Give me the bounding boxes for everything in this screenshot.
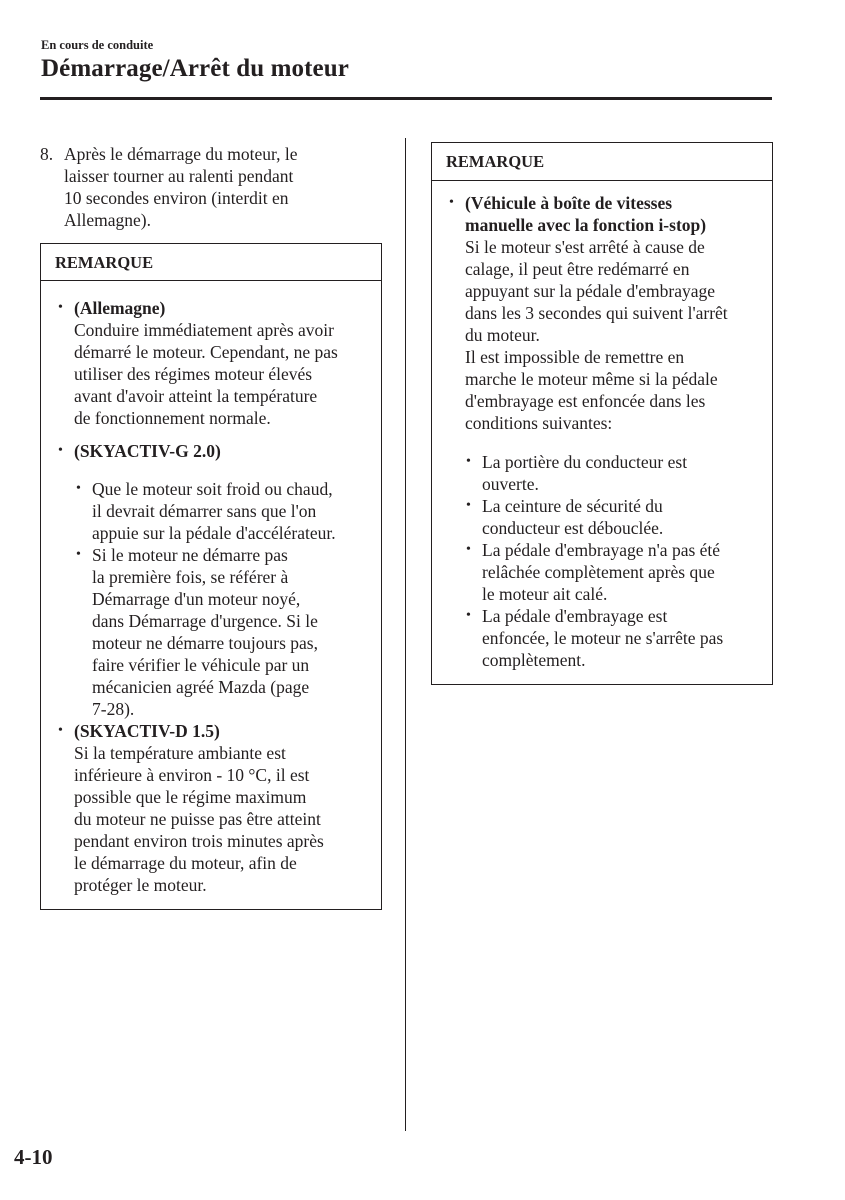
text-line: la première fois, se référer à [92, 567, 289, 587]
text-line: ouverte. [482, 474, 539, 494]
text-line: Si la température ambiante est [74, 743, 286, 763]
note-header: REMARQUE [432, 143, 772, 181]
text-line: appuie sur la pédale d'accélérateur. [92, 523, 336, 543]
note-header: REMARQUE [41, 244, 381, 281]
bullet-icon: • [466, 454, 471, 469]
text-line: enfoncée, le moteur ne s'arrête pas [482, 628, 724, 648]
page-title: Démarrage/Arrêt du moteur [41, 55, 349, 82]
text-line: avant d'avoir atteint la température [74, 386, 318, 406]
text-line: il devrait démarrer sans que l'on [92, 501, 317, 521]
text-line: de fonctionnement normale. [74, 408, 271, 428]
text-line: La portière du conducteur est [482, 452, 688, 472]
text-line: dans Démarrage d'urgence. Si le [92, 611, 318, 631]
text-line: La ceinture de sécurité du [482, 496, 663, 516]
bullet-icon: • [76, 547, 81, 562]
text-line: 7-28). [92, 699, 135, 719]
text-line: Que le moteur soit froid ou chaud, [92, 479, 333, 499]
note-box-left [40, 243, 382, 910]
text-line: du moteur ne puisse pas être atteint [74, 809, 321, 829]
step-number: 8. [40, 144, 54, 164]
bullet-icon: • [466, 542, 471, 557]
text-line: du moteur. [465, 325, 540, 345]
text-line: faire vérifier le véhicule par un [92, 655, 310, 675]
note-box-right [431, 142, 773, 685]
text-line: Il est impossible de remettre en [465, 347, 685, 367]
bullet-icon: • [466, 498, 471, 513]
section-label: En cours de conduite [41, 38, 154, 52]
text-line: le démarrage du moteur, afin de [74, 853, 297, 873]
step-text [64, 143, 364, 231]
text-line: Si le moteur s'est arrêté à cause de [465, 237, 705, 257]
text-line: laisser tourner au ralenti pendant [64, 166, 294, 186]
text-line: inférieure à environ - 10 °C, il est [74, 765, 310, 785]
title-rule [40, 97, 772, 100]
text-line: utiliser des régimes moteur élevés [74, 364, 313, 384]
text-line: complètement. [482, 650, 586, 670]
text-line: 10 secondes environ (interdit en [64, 188, 289, 208]
text-line: marche le moteur même si la pédale [465, 369, 718, 389]
text-line: possible que le régime maximum [74, 787, 307, 807]
text-line: Allemagne). [64, 210, 151, 230]
bullet-icon: • [449, 195, 454, 210]
bullet-title: (Allemagne) [74, 298, 166, 318]
text-line: Conduire immédiatement après avoir [74, 320, 334, 340]
text-line: conditions suivantes: [465, 413, 613, 433]
text-line: relâchée complètement après que [482, 562, 715, 582]
text-line: démarré le moteur. Cependant, ne pas [74, 342, 338, 362]
bullet-title: (SKYACTIV-D 1.5) [74, 721, 220, 741]
text-line: Démarrage d'un moteur noyé, [92, 589, 301, 609]
text-line: le moteur ait calé. [482, 584, 608, 604]
page-number: 4-10 [14, 1145, 53, 1169]
text-line: Après le démarrage du moteur, le [64, 144, 298, 164]
text-line: d'embrayage est enfoncée dans les [465, 391, 706, 411]
text-line: conducteur est débouclée. [482, 518, 664, 538]
text-line: moteur ne démarre toujours pas, [92, 633, 318, 653]
text-line: pendant environ trois minutes après [74, 831, 324, 851]
bullet-title: (SKYACTIV-G 2.0) [74, 441, 221, 461]
text-line: calage, il peut être redémarré en [465, 259, 690, 279]
bullet-icon: • [58, 443, 63, 458]
text-line: La pédale d'embrayage est [482, 606, 668, 626]
text-line: dans les 3 secondes qui suivent l'arrêt [465, 303, 728, 323]
bullet-icon: • [58, 300, 63, 315]
bullet-icon: • [76, 481, 81, 496]
bullet-icon: • [466, 608, 471, 623]
text-line: mécanicien agréé Mazda (page [92, 677, 310, 697]
bullet-title: manuelle avec la fonction i-stop) [465, 215, 707, 235]
text-line: La pédale d'embrayage n'a pas été [482, 540, 721, 560]
column-divider [405, 138, 406, 1131]
text-line: Si le moteur ne démarre pas [92, 545, 288, 565]
text-line: appuyant sur la pédale d'embrayage [465, 281, 715, 301]
bullet-title: (Véhicule à boîte de vitesses [465, 193, 673, 213]
bullet-icon: • [58, 723, 63, 738]
text-line: protéger le moteur. [74, 875, 207, 895]
